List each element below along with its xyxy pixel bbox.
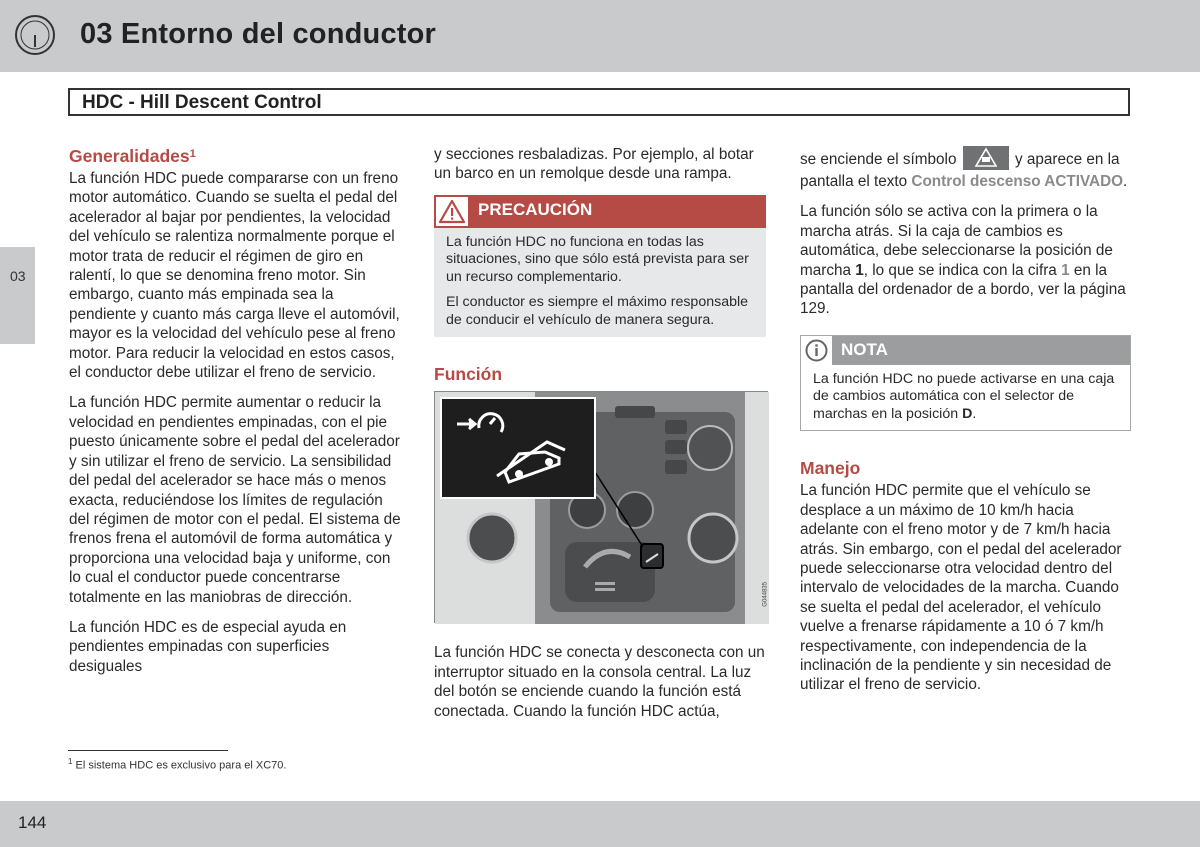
paragraph: La función HDC permite aumentar o reducir la velocidad en pendientes empinadas, con el pie puesto únicamente sobre el pedal del acelerador y sin utilizar el freno de servicio. La sensibilidad del pedal del acelerador se hace más o menos exacta, reduciéndose los límites de regulación del régimen de motor con el pedal. El sistema de frenos frena el automóvil de forma automática y proporciona una velocidad baja y uniforme, con lo cual el conductor puede concentrarse totalmente en las maniobras de dirección. — [69, 394, 401, 606]
footnote: $^1$ El sistema HDC es exclusivo para el XC70. — [68, 757, 287, 772]
chapter-header — [0, 0, 1200, 72]
paragraph: La función HDC se conecta y desconecta con un interruptor situado en la consola central. La luz del botón se enciende cuando la función está conectada. Cuando la función HDC actúa, — [434, 644, 765, 720]
speedometer-icon — [14, 14, 56, 56]
page-number: 144 — [18, 813, 47, 832]
warning-triangle-icon — [436, 197, 468, 226]
caution-text: El conductor es siempre el máximo responsable de conducir el vehículo de manera segura. — [446, 294, 749, 328]
caution-box — [434, 195, 766, 338]
hdc-console-illustration — [434, 391, 768, 623]
paragraph: se enciende el símbolo y aparece en la pantalla el texto Control descenso ACTIVADO. — [800, 148, 1132, 191]
paragraph: La función HDC permite que el vehículo se desplace a un máximo de 10 km/h hacia adelante con el freno motor y de 7 km/h hacia atrás. Sin embargo, con el pedal del acelerador puede seleccionarse otra velocidad dentro del intervalo de velocidades de la marcha. Cuando se suelta el pedal del acelerador, el vehículo vuelve a frenarse rápidamente a 10 ó 7 km/h respectivamente, con independencia de la inclinación de la pendiente y sin necesidad de utilizar el freno de servicio. — [800, 482, 1122, 694]
hdc-symbol-icon — [963, 146, 1009, 170]
footnote-divider — [68, 750, 228, 751]
note-header — [801, 336, 1130, 365]
heading-manejo: Manejo — [800, 458, 861, 479]
side-tab-label: 03 — [10, 268, 26, 284]
figure-code: G044835 — [763, 582, 769, 608]
heading-funcion: Función — [434, 364, 503, 385]
paragraph: y secciones resbaladizas. Por ejemplo, al botar un barco en un remolque desde una rampa. — [434, 146, 754, 183]
paragraph: La función HDC puede compararse con un freno motor automático. Cuando se suelta el pedal del acelerador al bajar por pendientes, la velocidad del vehículo se ralentiza normalmente porque el motor trata de reducir el régimen de giro en ralentí, lo que se denomina freno motor. Sin embargo, cuanto más empinada sea la pendiente y cuanto más carga lleve el automóvil, mayor es la velocidad del vehículo pese al freno motor. Para reducir la velocidad en estos casos, el conductor debe utilizar el freno de servicio. — [69, 170, 400, 382]
caution-text: La función HDC no funciona en todas las situaciones, sino que sólo está prevista para ser un recurso complementario. — [446, 233, 749, 285]
note-label: NOTA — [841, 339, 888, 359]
caution-label: PRECAUCIÓN — [478, 199, 593, 219]
section-header — [68, 88, 1130, 116]
note-box — [800, 335, 1131, 432]
display-text: Control descenso ACTIVADO — [911, 173, 1124, 190]
paragraph: La función sólo se activa con la primera o la marcha atrás. Si la caja de cambios es automática, debe seleccionarse la posición de marcha 1, lo que se indica con la cifra 1 en la pantalla del ordenador de a bordo, ver la página 129. — [800, 203, 1126, 318]
caution-header — [434, 195, 766, 228]
heading-generalidades: Generalidades$^1$ — [69, 146, 196, 166]
chapter-side-tab — [0, 247, 35, 344]
page-footer — [0, 801, 1200, 847]
column-3 — [800, 148, 1132, 706]
column-1 — [69, 145, 402, 687]
section-title: HDC - Hill Descent Control — [82, 92, 322, 113]
paragraph: La función HDC es de especial ayuda en pendientes empinadas con superficies desiguales — [69, 618, 347, 675]
column-2 — [434, 145, 768, 732]
info-icon — [801, 336, 832, 365]
console-drawing — [435, 392, 769, 624]
note-text: La función HDC no puede activarse en una caja de cambios automática con el selector de marchas en la posición D. — [813, 370, 1115, 422]
footnote-marker: 1 — [189, 148, 196, 160]
chapter-title: 03 Entorno del conductor — [80, 18, 437, 50]
